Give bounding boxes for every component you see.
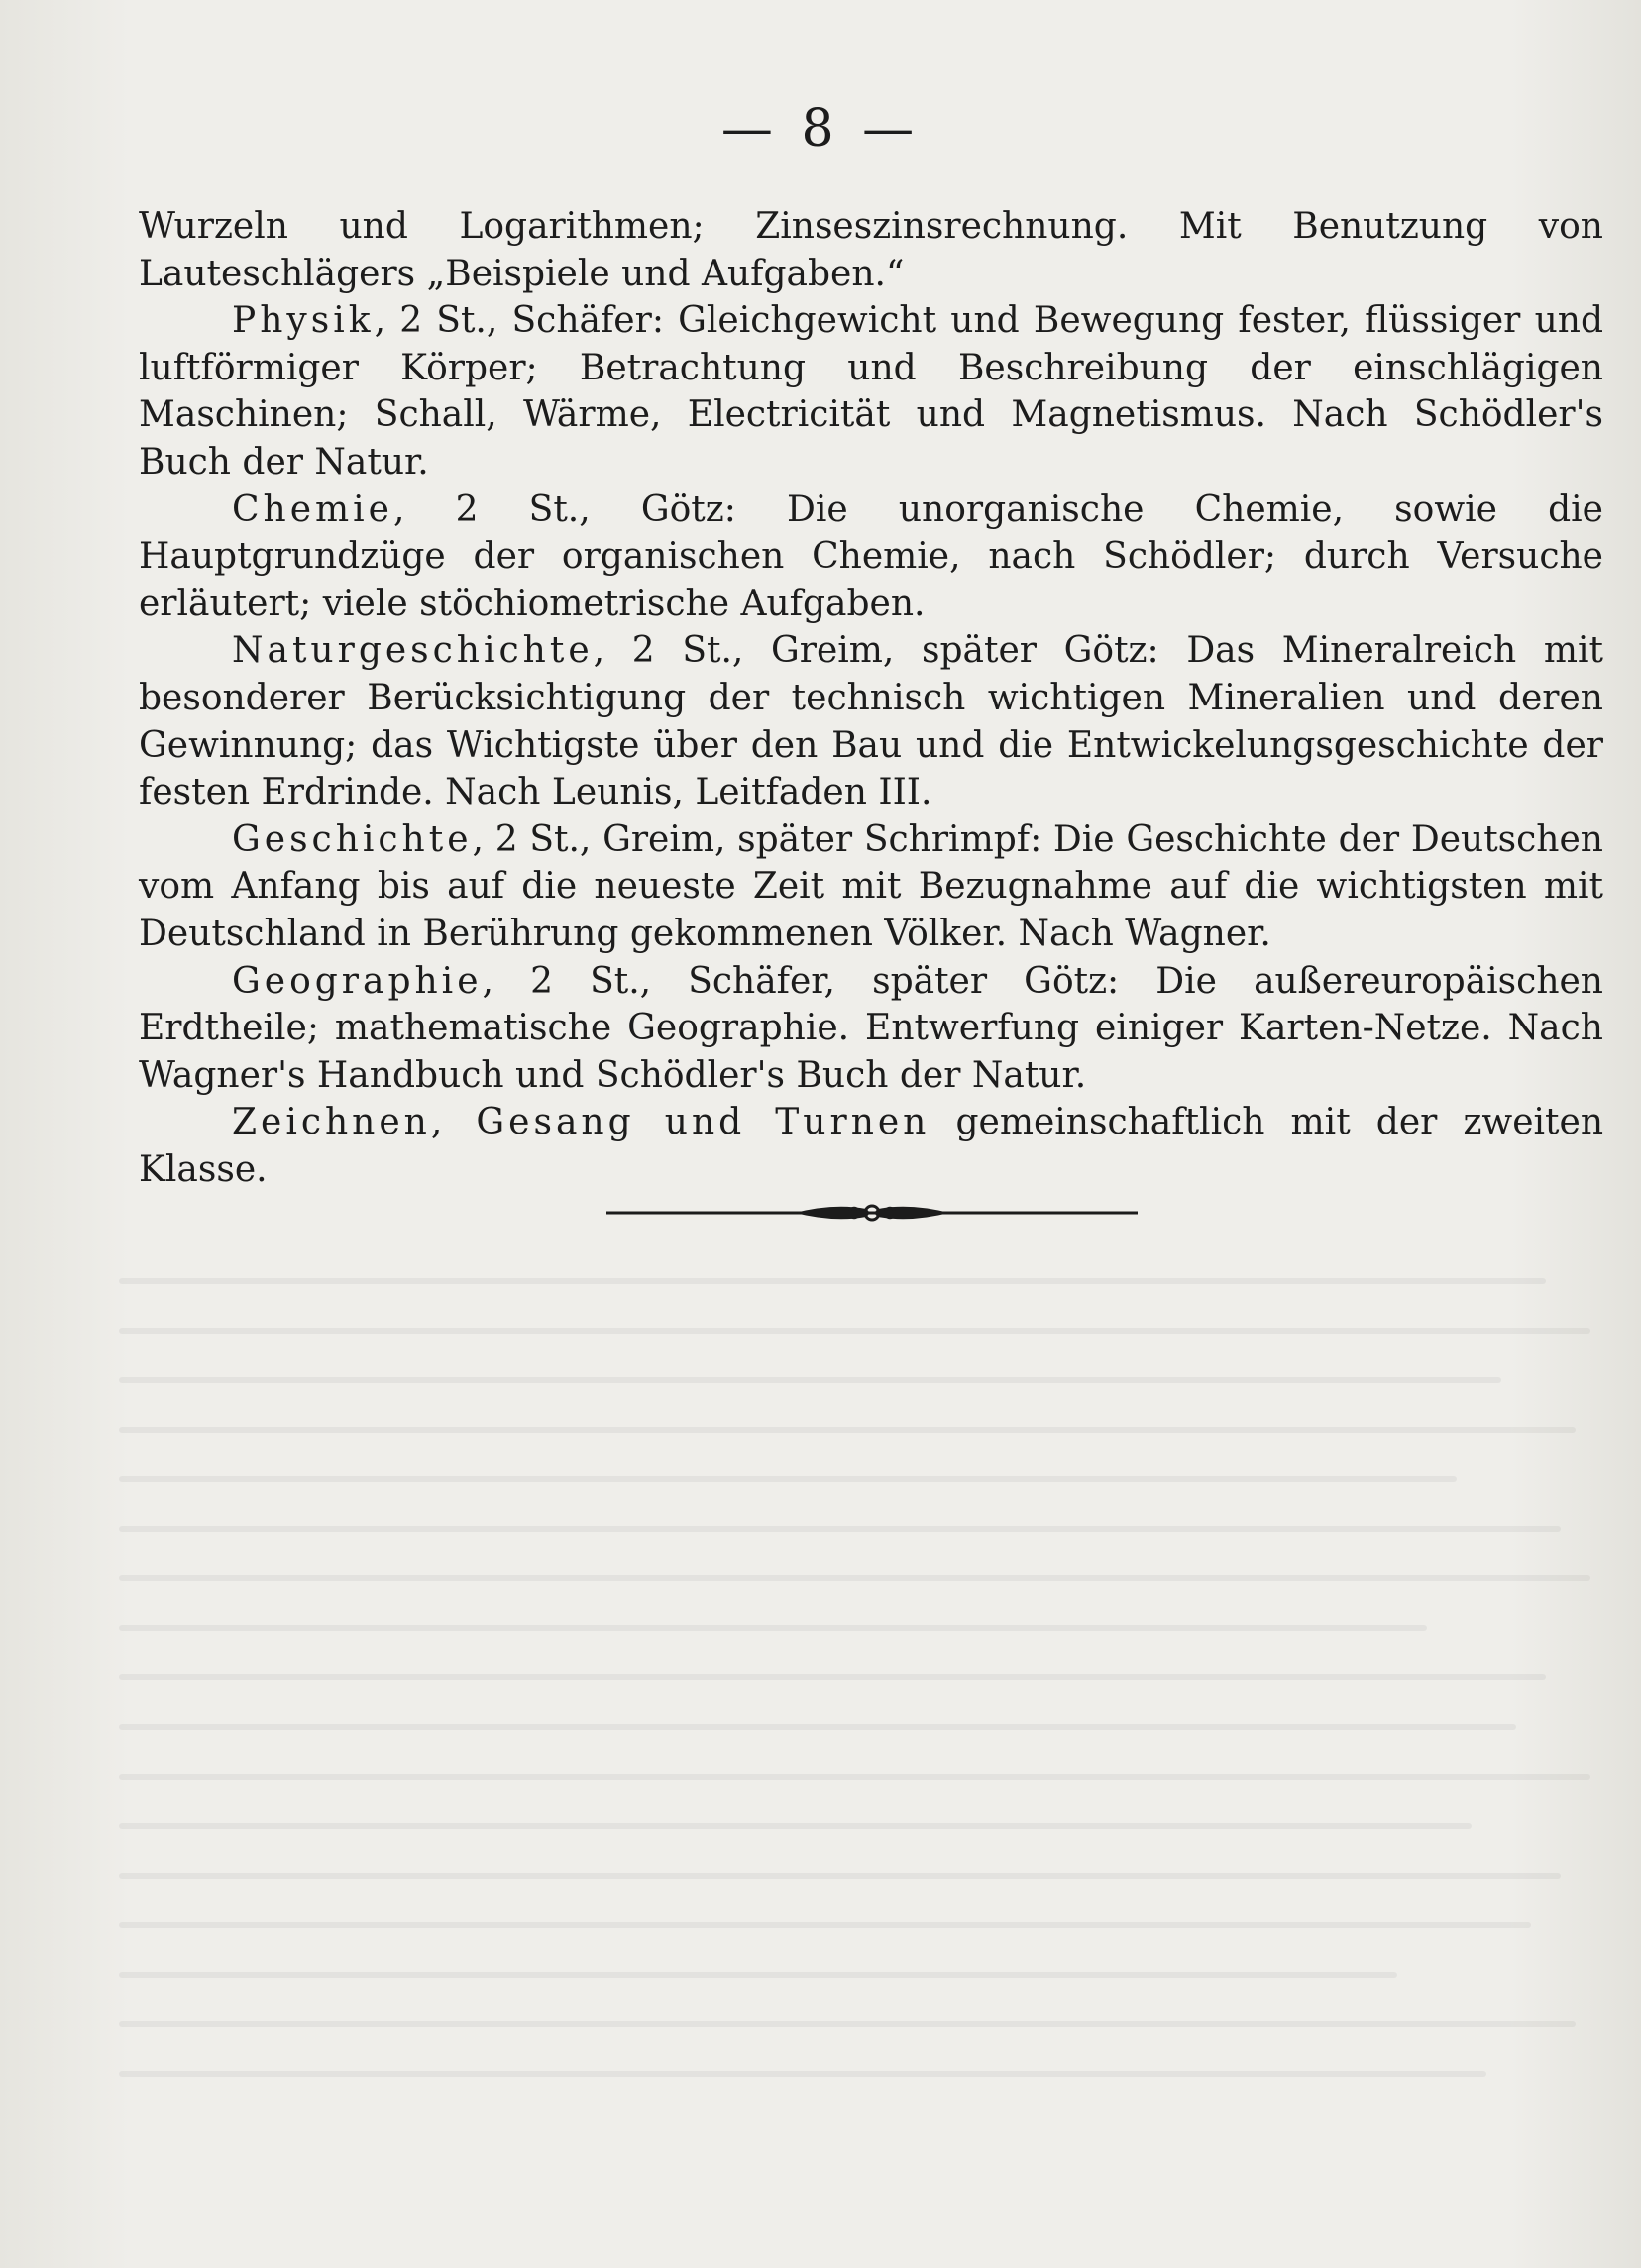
paragraph-naturgeschichte: [139, 627, 1603, 815]
page-number: — 8 —: [720, 99, 921, 159]
subject-heading: Physik: [232, 300, 375, 342]
paragraph-text: , 2 St., Greim, später Schrimpf: Die Geschichte der Deutschen vom Anfang bis auf die neueste Zeit mit Bezugnahme auf die wichtigsten mit Deutschland in Berührung gekommenen Völker. Nach Wagner.: [139, 818, 1603, 954]
paragraph-text: , 2 St., Götz: Die unorganische Chemie, sowie die Hauptgrundzüge der organischen Chemie, nach Schödler; durch Versuche erläutert; viele stöchiometrische Aufgaben.: [139, 488, 1603, 624]
paragraph-physik: [139, 297, 1603, 486]
paragraph-geographie: [139, 958, 1603, 1100]
paragraph-text: , 2 St., Schäfer: Gleichgewicht und Bewegung fester, flüssiger und luftförmiger Körper; Betrachtung und Beschreibung der einschlägigen Maschinen; Schall, Wärme, Electricität und Magnetismus. Nach Schödler's Buch der Natur.: [139, 300, 1603, 483]
subject-heading: Chemie: [232, 488, 393, 530]
paragraph-text: , 2 St., Greim, später Götz: Das Mineralreich mit besonderer Berücksichtigung der technisch wichtigen Mineralien und deren Gewinnung; das Wichtigste über den Bau und die Entwickelungsgeschichte der festen Erdrinde. Nach Leunis, Leitfaden III.: [139, 630, 1603, 813]
paragraph-text: Wurzeln und Logarithmen; Zinseszinsrechnung. Mit Benutzung von Lauteschlägers „Beispiele und Aufgaben.“: [139, 206, 1603, 294]
paragraph-continuation: [139, 203, 1603, 297]
paragraph-text: gemeinschaftlich mit der zweiten Klasse.: [139, 1102, 1604, 1190]
subject-heading: Geschichte: [232, 818, 473, 860]
body-text: [139, 203, 1603, 1193]
paragraph-chemie: [139, 486, 1603, 628]
paragraph-zeichnen: [139, 1099, 1603, 1193]
show-through-texture: [119, 1278, 1605, 2170]
subject-heading: Geographie: [232, 960, 483, 1002]
paragraph-geschichte: [139, 816, 1603, 958]
paragraph-text: , 2 St., Schäfer, später Götz: Die außereuropäischen Erdtheile; mathematische Geographie. Entwerfung einiger Karten-Netze. Nach Wagner's Handbuch und Schödler's Buch der Natur.: [139, 960, 1603, 1096]
subject-heading: Zeichnen, Gesang und Turnen: [232, 1102, 930, 1143]
subject-heading: Naturgeschichte: [232, 630, 594, 672]
ornament-divider: [606, 1199, 1138, 1225]
